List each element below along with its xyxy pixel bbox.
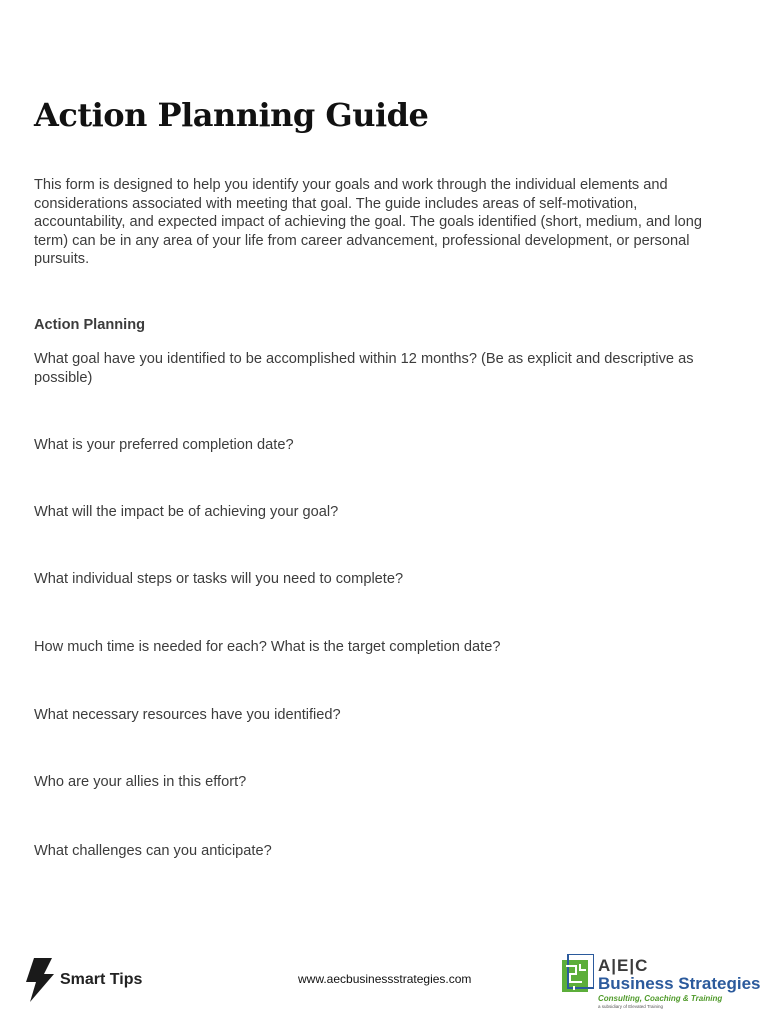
aec-business-strategies-logo [562,952,761,1012]
question-goal: What goal have you identified to be accomplished within 12 months? (Be as explicit and descriptive as possible) [34,351,694,386]
logo-subline: a subsidiary of Elevated Training [598,1004,664,1009]
page-title: Action Planning Guide [34,96,429,134]
question-completion-date: What is your preferred completion date? [34,437,294,453]
question-challenges: What challenges can you anticipate? [34,843,272,859]
maze-logo-icon [562,954,594,996]
question-impact: What will the impact be of achieving your goal? [34,504,339,520]
logo-aec-text: A|E|C [598,956,649,975]
smart-tips-logo [22,958,142,1002]
website-url: www.aecbusinessstrategies.com [298,972,472,986]
lightning-bolt-icon [22,958,56,1002]
question-allies: Who are your allies in this effort? [34,774,247,790]
logo-tagline: Consulting, Coaching & Training [598,994,723,1003]
logo-name-text: Business Strategies [598,974,761,993]
smart-tips-label: Smart Tips [60,971,143,988]
section-heading: Action Planning [34,317,146,333]
question-steps: What individual steps or tasks will you need to complete? [34,571,404,587]
question-resources: What necessary resources have you identified? [34,707,341,723]
intro-paragraph: This form is designed to help you identify your goals and work through the individual elements and considerations associated with meeting that goal. The guide includes areas of self-motivation, accountability, and expected impact of achieving the goal. The goals identified (short, medium, and long term) can be in any area of your life from career advancement, professional development, or personal pursuits. [34,177,702,267]
question-time-needed: How much time is needed for each? What is the target completion date? [34,639,501,655]
